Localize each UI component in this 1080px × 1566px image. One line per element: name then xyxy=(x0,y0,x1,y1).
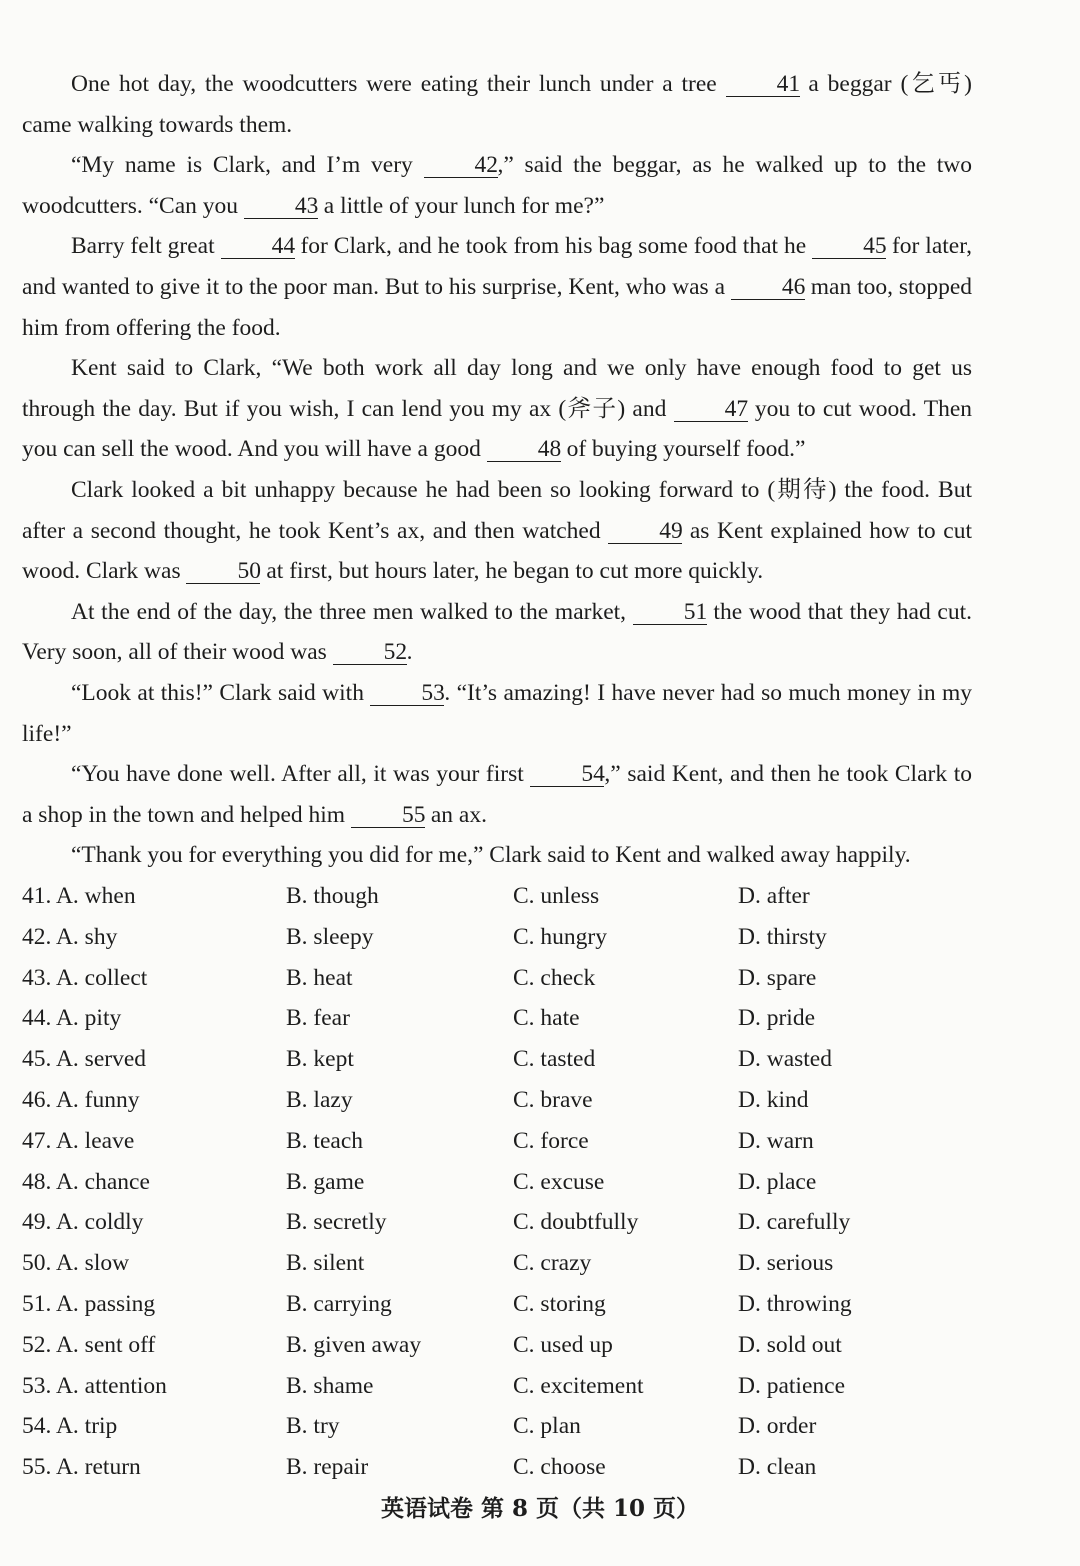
option-c: C. storing xyxy=(513,1290,606,1317)
text: man too, stopped him from offering the food. xyxy=(22,273,972,341)
option-d: D. kind xyxy=(738,1086,809,1113)
text: ,” said Kent, and then he took Clark to a shop in the town and helped him xyxy=(22,761,972,828)
text: a beggar (乞丐) came walking towards them. xyxy=(22,71,972,138)
option-c: C. doubtfully xyxy=(513,1209,639,1236)
option-b: B. heat xyxy=(286,964,353,991)
option-d: D. after xyxy=(738,883,810,909)
option-c: C. crazy xyxy=(513,1250,592,1277)
option-b: B. sleepy xyxy=(286,923,374,950)
option-c: C. tasted xyxy=(513,1046,596,1073)
option-row xyxy=(22,1039,972,1080)
option-c: C. plan xyxy=(513,1413,581,1440)
option-d: D. patience xyxy=(738,1372,846,1399)
option-d: D. order xyxy=(738,1413,817,1440)
option-row xyxy=(22,1080,972,1121)
option-c: C. check xyxy=(513,964,596,991)
option-d: D. spare xyxy=(738,964,817,991)
blank-43: 43 xyxy=(244,195,318,219)
option-d: D. thirsty xyxy=(738,923,827,950)
paragraph-3 xyxy=(22,226,972,348)
option-d: D. pride xyxy=(738,1005,816,1032)
text: Kent said to Clark, “We both work all day long and we only have enough food to get us through the day. But if you wish, I can lend you my ax (斧子) and xyxy=(22,355,972,422)
option-b: B. lazy xyxy=(286,1086,353,1113)
option-b: B. though xyxy=(286,883,379,909)
text: . “It’s amazing! I have never had so much money in my life!” xyxy=(22,679,972,747)
option-d: D. clean xyxy=(738,1454,817,1481)
paragraph-8 xyxy=(22,754,972,835)
option-a: 46. A. funny xyxy=(22,1086,140,1113)
blank-53: 53 xyxy=(370,682,444,706)
option-b: B. fear xyxy=(286,1005,350,1032)
option-c: C. brave xyxy=(513,1086,593,1113)
paragraph-6 xyxy=(22,592,972,673)
blank-49: 49 xyxy=(608,520,682,544)
text: you to cut wood. Then you can sell the wood. And you will have a good xyxy=(22,395,972,463)
option-b: B. try xyxy=(286,1413,340,1440)
text: at first, but hours later, he began to cut more quickly. xyxy=(260,558,764,585)
option-a: 53. A. attention xyxy=(22,1372,167,1399)
option-d: D. sold out xyxy=(738,1331,842,1358)
option-a: 48. A. chance xyxy=(22,1168,150,1195)
option-row xyxy=(22,1406,972,1447)
option-a: 55. A. return xyxy=(22,1454,141,1481)
option-b: B. carrying xyxy=(286,1290,392,1317)
text: a little of your lunch for me?” xyxy=(317,192,605,219)
option-row xyxy=(22,1202,972,1243)
option-a: 49. A. coldly xyxy=(22,1209,144,1236)
option-c: C. excitement xyxy=(513,1372,644,1399)
paragraph-7 xyxy=(22,673,972,754)
option-row xyxy=(22,1447,972,1488)
option-a: 50. A. slow xyxy=(22,1250,130,1277)
text: One hot day, the woodcutters were eating their lunch under a tree xyxy=(71,71,726,97)
text: . xyxy=(406,639,413,666)
option-c: C. choose xyxy=(513,1454,606,1481)
paragraph-4 xyxy=(22,348,972,470)
option-c: C. excuse xyxy=(513,1168,605,1195)
option-row xyxy=(22,1121,972,1162)
text: as Kent explained how to cut wood. Clark was xyxy=(22,517,972,585)
option-row xyxy=(22,917,972,958)
option-b: B. game xyxy=(286,1168,365,1195)
option-b: B. silent xyxy=(286,1250,365,1277)
option-a: 43. A. collect xyxy=(22,964,148,991)
text: Barry felt great xyxy=(71,233,221,260)
option-a: 52. A. sent off xyxy=(22,1331,156,1358)
option-a: 54. A. trip xyxy=(22,1413,118,1440)
blank-52: 52 xyxy=(333,641,407,665)
paragraph-9 xyxy=(22,835,972,876)
option-b: B. teach xyxy=(286,1127,363,1154)
option-row xyxy=(22,958,972,999)
text: “Look at this!” Clark said with xyxy=(71,679,371,706)
blank-45: 45 xyxy=(812,235,886,259)
answer-options xyxy=(22,876,972,1488)
option-a: 41. A. when xyxy=(22,883,136,909)
option-a: 42. A. shy xyxy=(22,923,118,950)
text: At the end of the day, the three men walked to the market, xyxy=(71,598,633,625)
option-a: 45. A. served xyxy=(22,1046,147,1073)
option-c: C. unless xyxy=(513,883,600,909)
blank-55: 55 xyxy=(351,804,425,828)
text: of buying yourself food.” xyxy=(560,436,806,463)
text: Clark looked a bit unhappy because he had been so looking forward to (期待) the food. But after a second thought, he took Kent’s ax, and then watched xyxy=(22,476,972,544)
text: “Thank you for everything you did for me,” Clark said to Kent and walked away happily. xyxy=(71,842,911,869)
option-row xyxy=(22,998,972,1039)
text: the wood that they had cut. Very soon, all of their wood was xyxy=(22,598,972,666)
option-a: 44. A. pity xyxy=(22,1005,122,1032)
blank-48: 48 xyxy=(487,438,561,462)
option-c: C. used up xyxy=(513,1331,613,1358)
cloze-passage xyxy=(22,64,972,876)
option-row xyxy=(22,1284,972,1325)
option-row xyxy=(22,1162,972,1203)
option-b: B. kept xyxy=(286,1046,354,1073)
blank-54: 54 xyxy=(530,763,604,787)
option-d: D. place xyxy=(738,1168,817,1195)
paragraph-1 xyxy=(22,64,972,145)
option-d: D. carefully xyxy=(738,1209,851,1236)
text: for Clark, and he took from his bag some food that he xyxy=(294,233,813,260)
blank-42: 42 xyxy=(424,154,498,178)
option-b: B. given away xyxy=(286,1331,422,1358)
option-row xyxy=(22,1325,972,1366)
blank-51: 51 xyxy=(633,601,707,625)
option-row xyxy=(22,1366,972,1407)
option-b: B. repair xyxy=(286,1454,369,1481)
blank-46: 46 xyxy=(731,276,805,300)
blank-47: 47 xyxy=(674,398,748,422)
blank-41: 41 xyxy=(726,73,800,97)
option-c: C. hungry xyxy=(513,923,607,950)
page-footer: 英语试卷 第 8 页（共 10 页） xyxy=(380,1495,700,1522)
option-d: D. warn xyxy=(738,1127,814,1154)
text: for later, and wanted to give it to the poor man. But to his surprise, Kent, who was a xyxy=(22,233,972,300)
option-a: 47. A. leave xyxy=(22,1127,135,1154)
paragraph-2 xyxy=(22,145,972,226)
blank-50: 50 xyxy=(186,560,260,584)
text: “My name is Clark, and I’m very xyxy=(71,152,424,179)
option-c: C. force xyxy=(513,1127,589,1154)
text: an ax. xyxy=(424,801,487,828)
option-row xyxy=(22,876,972,917)
option-d: D. wasted xyxy=(738,1046,832,1073)
option-row xyxy=(22,1243,972,1284)
option-b: B. shame xyxy=(286,1372,374,1399)
option-d: D. serious xyxy=(738,1250,834,1277)
option-d: D. throwing xyxy=(738,1290,852,1317)
text: ,” said the beggar, as he walked up to the two woodcutters. “Can you xyxy=(22,152,972,219)
blank-44: 44 xyxy=(221,235,295,259)
option-a: 51. A. passing xyxy=(22,1290,156,1317)
option-c: C. hate xyxy=(513,1005,580,1032)
text: “You have done well. After all, it was your first xyxy=(71,761,531,788)
option-b: B. secretly xyxy=(286,1209,387,1236)
paragraph-5 xyxy=(22,470,972,592)
